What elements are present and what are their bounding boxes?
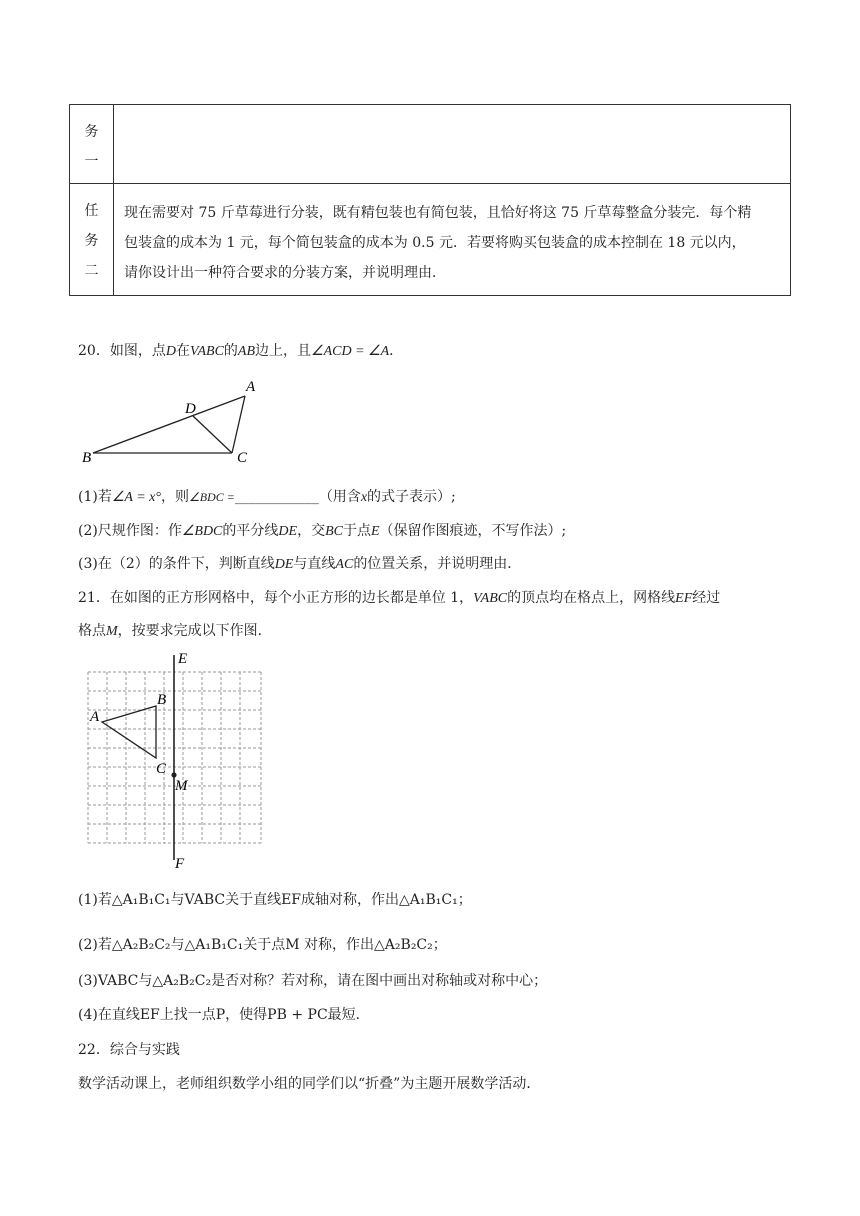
q21-stem-text: 21．在如图的正方形网格中，每个小正方形的边长都是单位 1，: [78, 590, 474, 606]
q21-stem-text: 的顶点均在格点上，网格线: [507, 590, 676, 606]
q20-number: 20．: [78, 343, 110, 359]
q20-part1-text: 的式子表示）;: [367, 489, 456, 505]
q20-part2-text: ，交: [297, 523, 326, 539]
q20-stem-text: 的: [223, 343, 238, 359]
q21-stem-text: 格点: [78, 623, 106, 639]
q20-part3: [78, 553, 521, 573]
q20-stem: [78, 340, 403, 360]
q21-stem-line2: [78, 620, 272, 640]
q21-part4: (4)在直线EF上找一点P，使得PB + PC最短．: [78, 1007, 370, 1023]
q22-title: 22．综合与实践: [78, 1042, 180, 1058]
q20-stem-text: ．: [389, 343, 404, 359]
q20-stem-text: 边上，且: [255, 343, 312, 359]
q20-part3-text: 与直线: [293, 556, 336, 572]
q21-point-m: M: [106, 624, 118, 639]
q20-label-b: B: [82, 450, 92, 466]
q20-part2: [78, 520, 566, 540]
task-1-label: [70, 105, 114, 184]
q20-segment-ab: AB: [237, 344, 256, 359]
q21-label-f: F: [175, 856, 185, 872]
q20-part1-eq: ∠A = x°: [111, 490, 161, 505]
q20-part3-de: DE: [274, 557, 294, 572]
task-2-content-line: 现在需要对 75 斤草莓进行分装，既有精包装也有简包装，且恰好将这 75 斤草莓整盒分装完．每个精: [124, 205, 752, 221]
q21-stem-text: 经过: [692, 590, 721, 606]
task-1-content: [114, 105, 791, 184]
q21-grid-figure: [80, 650, 270, 872]
q21-label-m: M: [175, 778, 188, 794]
q20-triangle-figure: [80, 376, 260, 468]
q21-part3: (3)VABC与△A₂B₂C₂是否对称？若对称，请在图中画出对称轴或对称中心；: [78, 973, 548, 989]
q21-label-b: B: [157, 692, 167, 708]
q20-part1-bdc: ∠BDC =: [188, 490, 235, 504]
q20-part3-ac: AC: [335, 557, 354, 572]
q20-part2-text: 于点: [342, 523, 371, 539]
q20-part2-text: （保留作图痕迹，不写作法）;: [379, 523, 567, 539]
task-row-2: [70, 184, 791, 296]
q20-part1-text: (1)若: [78, 489, 112, 505]
q21-line-ef: EF: [675, 591, 693, 606]
q21-triangle: VABC: [473, 591, 508, 606]
q21-stem-line1: [78, 587, 720, 607]
q20-label-c: C: [237, 450, 248, 466]
task-2-label: [70, 184, 114, 296]
q20-part2-de: DE: [278, 524, 298, 539]
q21-label-e: E: [178, 651, 188, 667]
q21-label-a: A: [90, 709, 100, 725]
q21-triangle-abc: [102, 706, 156, 758]
q20-label-a: A: [246, 379, 256, 395]
q21-label-c: C: [156, 761, 167, 777]
q20-part2-text: (2)尺规作图：作: [78, 523, 182, 539]
q20-point-d: D: [165, 344, 176, 359]
q20-angle-equation: ∠ACD = ∠A: [311, 344, 390, 359]
q20-stem-text: 在: [175, 343, 190, 359]
task-2-label-line: 二: [84, 263, 99, 279]
task-2-content-line: 包装盒的成本为 1 元，每个简包装盒的成本为 0.5 元．若要将购买包装盒的成本控制在 18 元以内，: [124, 235, 746, 251]
q20-part1-x: x: [360, 490, 368, 505]
q21-part1: (1)若△A₁B₁C₁与VABC关于直线EF成轴对称，作出△A₁B₁C₁；: [78, 892, 472, 908]
q20-part3-text: (3)在（2）的条件下，判断直线: [78, 556, 275, 572]
task-2-content: [114, 184, 791, 296]
q20-part1-text: ，则: [160, 489, 189, 505]
q20-label-d: D: [185, 401, 196, 417]
q20-part2-angle: ∠BDC: [181, 524, 223, 539]
q20-part2-e: E: [370, 524, 380, 539]
task-2-label-line: 任: [84, 203, 99, 219]
task-2-content-line: 请你设计出一种符合要求的分装方案，并说明理由．: [124, 265, 446, 281]
q20-triangle: VABC: [189, 344, 224, 359]
task-2-label-line: 务: [84, 233, 99, 249]
q20-part1: [78, 486, 456, 506]
q20-part2-text: 的平分线: [222, 523, 279, 539]
q21-part2: (2)若△A₂B₂C₂与△A₁B₁C₁关于点M 对称，作出△A₂B₂C₂；: [78, 937, 447, 953]
task-1-label-line: 务: [84, 124, 99, 140]
q21-stem-text: ，按要求完成以下作图．: [117, 623, 272, 639]
task-row-1: [70, 105, 791, 184]
q22-intro: 数学活动课上，老师组织数学小组的同学们以“折叠”为主题开展数学活动．: [78, 1076, 541, 1092]
task-table: [69, 104, 791, 296]
q21-point-m-dot: [171, 772, 176, 777]
q20-part2-bc: BC: [325, 524, 343, 539]
task-1-label-line: 一: [84, 154, 99, 170]
q20-part3-text: 的位置关系，并说明理由．: [353, 556, 522, 572]
q20-stem-text: 如图，点: [109, 343, 166, 359]
q20-answer-blank: ____________: [234, 489, 319, 505]
q20-part1-text: （用含: [318, 489, 361, 505]
